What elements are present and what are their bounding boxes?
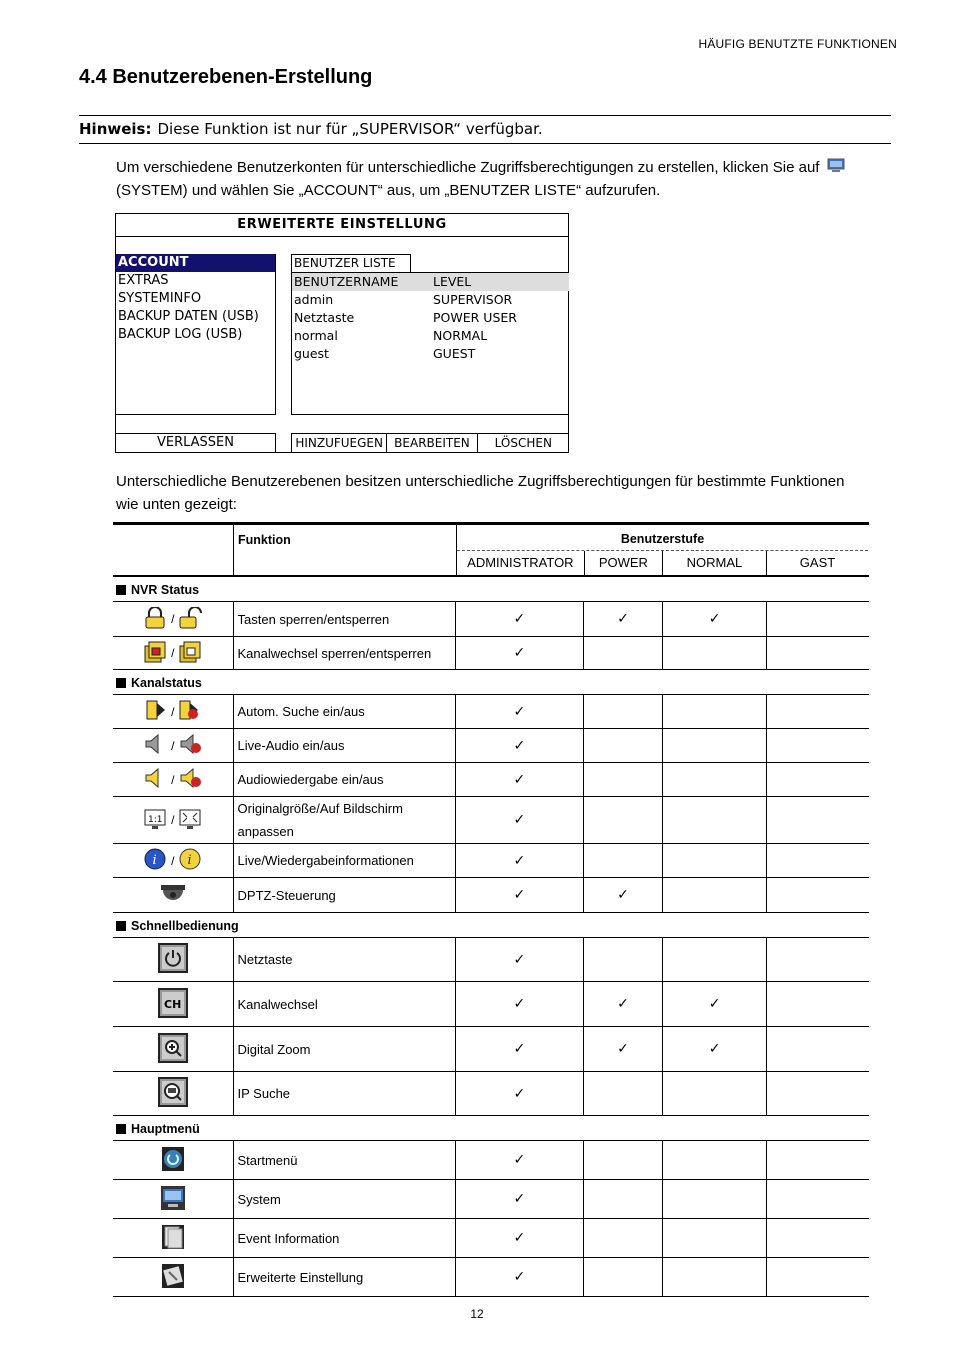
edit-button[interactable]: BEARBEITEN (387, 434, 477, 452)
permission-cell-administrator (456, 695, 584, 728)
permission-cell-power (584, 938, 663, 981)
permission-cell-gast (767, 1027, 869, 1071)
check-mark-icon: ✓ (513, 1191, 526, 1207)
permission-cell-power (584, 1072, 663, 1115)
permission-cell-normal (663, 763, 768, 796)
note-box (79, 115, 891, 144)
check-mark-icon: ✓ (513, 887, 526, 903)
icon-cell (113, 982, 234, 1026)
header-levels (457, 525, 868, 575)
permission-cell-gast (767, 637, 869, 669)
exit-button[interactable]: VERLASSEN (116, 433, 276, 452)
permission-cell-gast (767, 1258, 869, 1296)
header-power: POWER (585, 551, 663, 576)
permission-cell-normal (663, 1141, 768, 1179)
icon-cell (113, 729, 234, 762)
check-mark-icon: ✓ (708, 996, 721, 1012)
advanced-settings-icon (161, 1263, 185, 1292)
permission-cell-gast (767, 1072, 869, 1115)
permission-cell-normal (663, 602, 768, 636)
user-row[interactable] (292, 345, 569, 363)
permission-cell-power (584, 878, 663, 912)
menu-item-systeminfo[interactable]: SYSTEMINFO (118, 291, 202, 306)
header-admin: ADMINISTRATOR (457, 551, 585, 576)
auto-sequence-icon (145, 699, 167, 724)
permission-cell-administrator (456, 763, 584, 796)
user-list-header (292, 273, 569, 291)
user-name: Netztaste (294, 310, 355, 325)
check-mark-icon: ✓ (708, 611, 721, 627)
section-title: Kanalstatus (131, 676, 202, 690)
permission-cell-administrator (456, 637, 584, 669)
info-icon (143, 847, 167, 874)
live-audio-icon (143, 733, 167, 758)
permission-cell-administrator (456, 1219, 584, 1257)
permission-cell-administrator (456, 602, 584, 636)
function-label: Netztaste (234, 938, 456, 981)
section-row (113, 577, 869, 602)
permission-cell-gast (767, 878, 869, 912)
permission-cell-power (584, 602, 663, 636)
icon-cell (113, 763, 234, 796)
section-title: Schnellbedienung (131, 919, 239, 933)
channel-lock-off-icon (178, 640, 202, 667)
table-row (113, 1219, 869, 1258)
user-name: guest (294, 346, 329, 361)
permission-cell-power (584, 1219, 663, 1257)
check-mark-icon: ✓ (513, 703, 526, 720)
check-mark-icon: ✓ (513, 1085, 526, 1102)
permission-cell-gast (767, 1141, 869, 1179)
slash-separator: / (171, 646, 175, 660)
check-mark-icon: ✓ (513, 611, 526, 627)
function-label: Startmenü (234, 1141, 456, 1179)
icon-cell (113, 1141, 234, 1179)
svg-text:CH: CH (163, 997, 182, 1011)
user-row[interactable] (292, 327, 569, 345)
playback-audio-icon (143, 767, 167, 792)
header-guest: GAST (799, 555, 836, 570)
header-empty (113, 525, 234, 575)
permission-cell-normal (663, 637, 768, 669)
user-list (292, 272, 569, 363)
section-row (113, 913, 869, 938)
permission-cell-power (584, 763, 663, 796)
permission-cell-gast (767, 1219, 869, 1257)
permission-cell-administrator (456, 1258, 584, 1296)
permission-cell-gast (767, 602, 869, 636)
event-info-icon (161, 1224, 185, 1253)
function-label: Tasten sperren/entsperren (234, 602, 456, 636)
playback-audio-off-icon (178, 767, 202, 792)
system-icon (160, 1185, 186, 1214)
header-normal: NORMAL (663, 551, 767, 576)
function-label: Autom. Suche ein/aus (234, 695, 456, 728)
permission-cell-power (584, 844, 663, 877)
col-level: LEVEL (433, 274, 472, 289)
slash-separator: / (171, 772, 175, 787)
channel-lock-icon (143, 640, 167, 667)
slash-separator: / (171, 853, 175, 868)
check-mark-icon: ✓ (513, 996, 526, 1012)
icon-cell (113, 797, 234, 843)
table-row (113, 1258, 869, 1297)
table-row (113, 1180, 869, 1219)
original-fit-screen-off-icon (178, 808, 202, 833)
svg-text:i: i (152, 853, 157, 868)
header-level-title: Benutzerstufe (457, 525, 868, 551)
icon-cell (113, 1219, 234, 1257)
permission-cell-power (584, 1180, 663, 1218)
permission-cell-power (584, 982, 663, 1026)
function-label: IP Suche (234, 1072, 456, 1115)
zoom-icon (158, 1033, 188, 1066)
col-username: BENUTZERNAME (294, 274, 399, 289)
table-row (113, 844, 869, 878)
lock-unlock-icon (143, 607, 167, 632)
user-name: admin (294, 292, 334, 307)
table-row (113, 637, 869, 670)
table-row (113, 878, 869, 913)
table-body (113, 577, 869, 1297)
page-number: 12 (470, 1307, 484, 1321)
permission-cell-administrator (456, 1180, 584, 1218)
check-mark-icon: ✓ (617, 1041, 629, 1057)
check-mark-icon: ✓ (617, 611, 629, 627)
lock-unlock-off-icon (178, 607, 202, 632)
live-audio-off-icon (178, 733, 202, 758)
icon-cell (113, 938, 234, 981)
table-row (113, 982, 869, 1027)
check-mark-icon: ✓ (617, 996, 629, 1012)
table-row (113, 797, 869, 844)
menu-item-backup-data[interactable]: BACKUP DATEN (USB) (118, 309, 259, 324)
power-icon (158, 943, 188, 976)
section-title: NVR Status (131, 583, 200, 597)
permission-cell-power (584, 1141, 663, 1179)
icon-cell (113, 602, 234, 636)
header-function: Funktion (234, 525, 457, 575)
table-header (113, 525, 869, 577)
permission-cell-normal (663, 1072, 768, 1115)
section-title: 4.4 Benutzerebenen-Erstellung (79, 66, 373, 88)
slash-separator: / (171, 738, 175, 753)
advanced-settings-menu (115, 213, 569, 453)
permission-cell-normal (663, 878, 768, 912)
running-header: HÄUFIG BENUTZTE FUNKTIONEN (698, 37, 897, 51)
channel-icon (158, 988, 188, 1021)
permission-cell-power (584, 797, 663, 843)
function-label: DPTZ-Steuerung (234, 878, 456, 912)
table-row (113, 1027, 869, 1072)
table-row (113, 1072, 869, 1116)
permission-cell-power (584, 1027, 663, 1071)
function-label: Originalgröße/Auf Bildschirm anpassen (234, 797, 456, 843)
function-label: System (234, 1180, 456, 1218)
menu-item-extras[interactable]: EXTRAS (118, 273, 169, 288)
table-row (113, 763, 869, 797)
system-icon (827, 157, 845, 172)
auto-sequence-off-icon (178, 699, 200, 724)
svg-text:1:1: 1:1 (148, 814, 163, 825)
user-list-panel (291, 254, 569, 415)
permission-cell-administrator (456, 1072, 584, 1115)
square-bullet-icon (116, 921, 126, 931)
permission-table (113, 522, 869, 1297)
check-mark-icon: ✓ (617, 887, 629, 903)
section-row (113, 1116, 869, 1141)
permission-cell-normal (663, 938, 768, 981)
tab-user-list[interactable]: BENUTZER LISTE (292, 254, 411, 272)
svg-text:i: i (187, 853, 193, 868)
start-menu-icon (161, 1146, 185, 1175)
dome-camera-icon (159, 883, 187, 908)
slash-separator: / (171, 612, 175, 626)
permission-cell-administrator (456, 1141, 584, 1179)
permission-cell-normal (663, 1027, 768, 1071)
check-mark-icon: ✓ (513, 645, 526, 661)
permission-cell-administrator (456, 938, 584, 981)
function-label: Kanalwechsel (234, 982, 456, 1026)
slash-separator: / (171, 704, 175, 719)
permission-cell-gast (767, 938, 869, 981)
permission-cell-administrator (456, 1027, 584, 1071)
check-mark-icon: ✓ (513, 737, 526, 754)
icon-cell (113, 1072, 234, 1115)
check-mark-icon: ✓ (513, 852, 526, 869)
user-level: GUEST (433, 346, 476, 361)
user-level: POWER USER (433, 310, 517, 325)
delete-button[interactable]: LÖSCHEN (494, 436, 552, 450)
check-mark-icon: ✓ (708, 1041, 721, 1057)
user-row[interactable] (292, 309, 569, 327)
intro-line2: (SYSTEM) und wählen Sie „ACCOUNT“ aus, um „BENUTZER LISTE“ aufzurufen. (116, 182, 661, 199)
permission-cell-normal (663, 982, 768, 1026)
permission-cell-administrator (456, 982, 584, 1026)
table-row (113, 1141, 869, 1180)
icon-cell (113, 1027, 234, 1071)
levels-line1: Unterschiedliche Benutzerebenen besitzen unterschiedliche Zugriffsberechtigungen für bestimmte Funktionen (116, 473, 845, 490)
note-label: Hinweis: (79, 120, 152, 138)
check-mark-icon: ✓ (513, 812, 526, 828)
permission-cell-normal (663, 729, 768, 762)
info-off-icon (178, 847, 202, 874)
section-row (113, 670, 869, 695)
permission-cell-normal (663, 695, 768, 728)
permission-cell-power (584, 729, 663, 762)
check-mark-icon: ✓ (513, 951, 526, 968)
user-row[interactable] (292, 291, 569, 309)
menu-item-account[interactable]: ACCOUNT (116, 254, 275, 272)
check-mark-icon: ✓ (513, 1041, 526, 1057)
function-label: Event Information (234, 1219, 456, 1257)
square-bullet-icon (116, 1124, 126, 1134)
permission-cell-normal (663, 1219, 768, 1257)
table-row (113, 695, 869, 729)
icon-cell (113, 1180, 234, 1218)
check-mark-icon: ✓ (513, 1152, 526, 1168)
permission-cell-administrator (456, 729, 584, 762)
user-level: SUPERVISOR (433, 292, 513, 307)
icon-cell (113, 695, 234, 728)
square-bullet-icon (116, 678, 126, 688)
permission-cell-power (584, 637, 663, 669)
slash-separator: / (171, 813, 175, 827)
permission-cell-gast (767, 797, 869, 843)
table-row (113, 938, 869, 982)
permission-cell-gast (767, 763, 869, 796)
user-actions (291, 433, 569, 452)
permission-cell-normal (663, 1180, 768, 1218)
table-row (113, 729, 869, 763)
permission-cell-administrator (456, 797, 584, 843)
permission-cell-normal (663, 844, 768, 877)
menu-sidebar (116, 254, 276, 415)
icon-cell (113, 844, 234, 877)
menu-item-backup-log[interactable]: BACKUP LOG (USB) (118, 327, 243, 342)
ip-search-icon (158, 1077, 188, 1110)
permission-cell-normal (663, 1258, 768, 1296)
permission-cell-power (584, 1258, 663, 1296)
check-mark-icon: ✓ (513, 1230, 526, 1246)
function-label: Audiowiedergabe ein/aus (234, 763, 456, 796)
icon-cell (113, 637, 234, 669)
function-label: Live/Wiedergabeinformationen (234, 844, 456, 877)
function-label: Kanalwechsel sperren/entsperren (234, 637, 456, 669)
check-mark-icon: ✓ (513, 1269, 526, 1285)
function-label: Digital Zoom (234, 1027, 456, 1071)
add-button[interactable]: HINZUFUEGEN (292, 434, 387, 452)
note-text: Diese Funktion ist nur für „SUPERVISOR“ verfügbar. (157, 120, 543, 138)
permission-cell-gast (767, 1180, 869, 1218)
intro-paragraph (116, 156, 886, 202)
icon-cell (113, 878, 234, 912)
square-bullet-icon (116, 585, 126, 595)
section-title: Hauptmenü (131, 1122, 200, 1136)
user-name: normal (294, 328, 338, 343)
permission-cell-gast (767, 844, 869, 877)
function-label: Live-Audio ein/aus (234, 729, 456, 762)
check-mark-icon: ✓ (513, 771, 526, 788)
user-level: NORMAL (433, 328, 488, 343)
permission-cell-normal (663, 797, 768, 843)
permission-cell-gast (767, 982, 869, 1026)
levels-paragraph (116, 470, 886, 516)
permission-cell-administrator (456, 844, 584, 877)
permission-cell-power (584, 695, 663, 728)
icon-cell (113, 1258, 234, 1296)
permission-cell-gast (767, 729, 869, 762)
function-label: Erweiterte Einstellung (234, 1258, 456, 1296)
original-fit-screen-icon (143, 808, 167, 833)
menu-title: ERWEITERTE EINSTELLUNG (116, 214, 568, 237)
permission-cell-gast (767, 695, 869, 728)
table-row (113, 602, 869, 637)
intro-line1: Um verschiedene Benutzerkonten für unterschiedliche Zugriffsberechtigungen zu erstellen, klicken Sie auf (116, 159, 820, 176)
permission-cell-administrator (456, 878, 584, 912)
levels-line2: wie unten gezeigt: (116, 496, 237, 513)
